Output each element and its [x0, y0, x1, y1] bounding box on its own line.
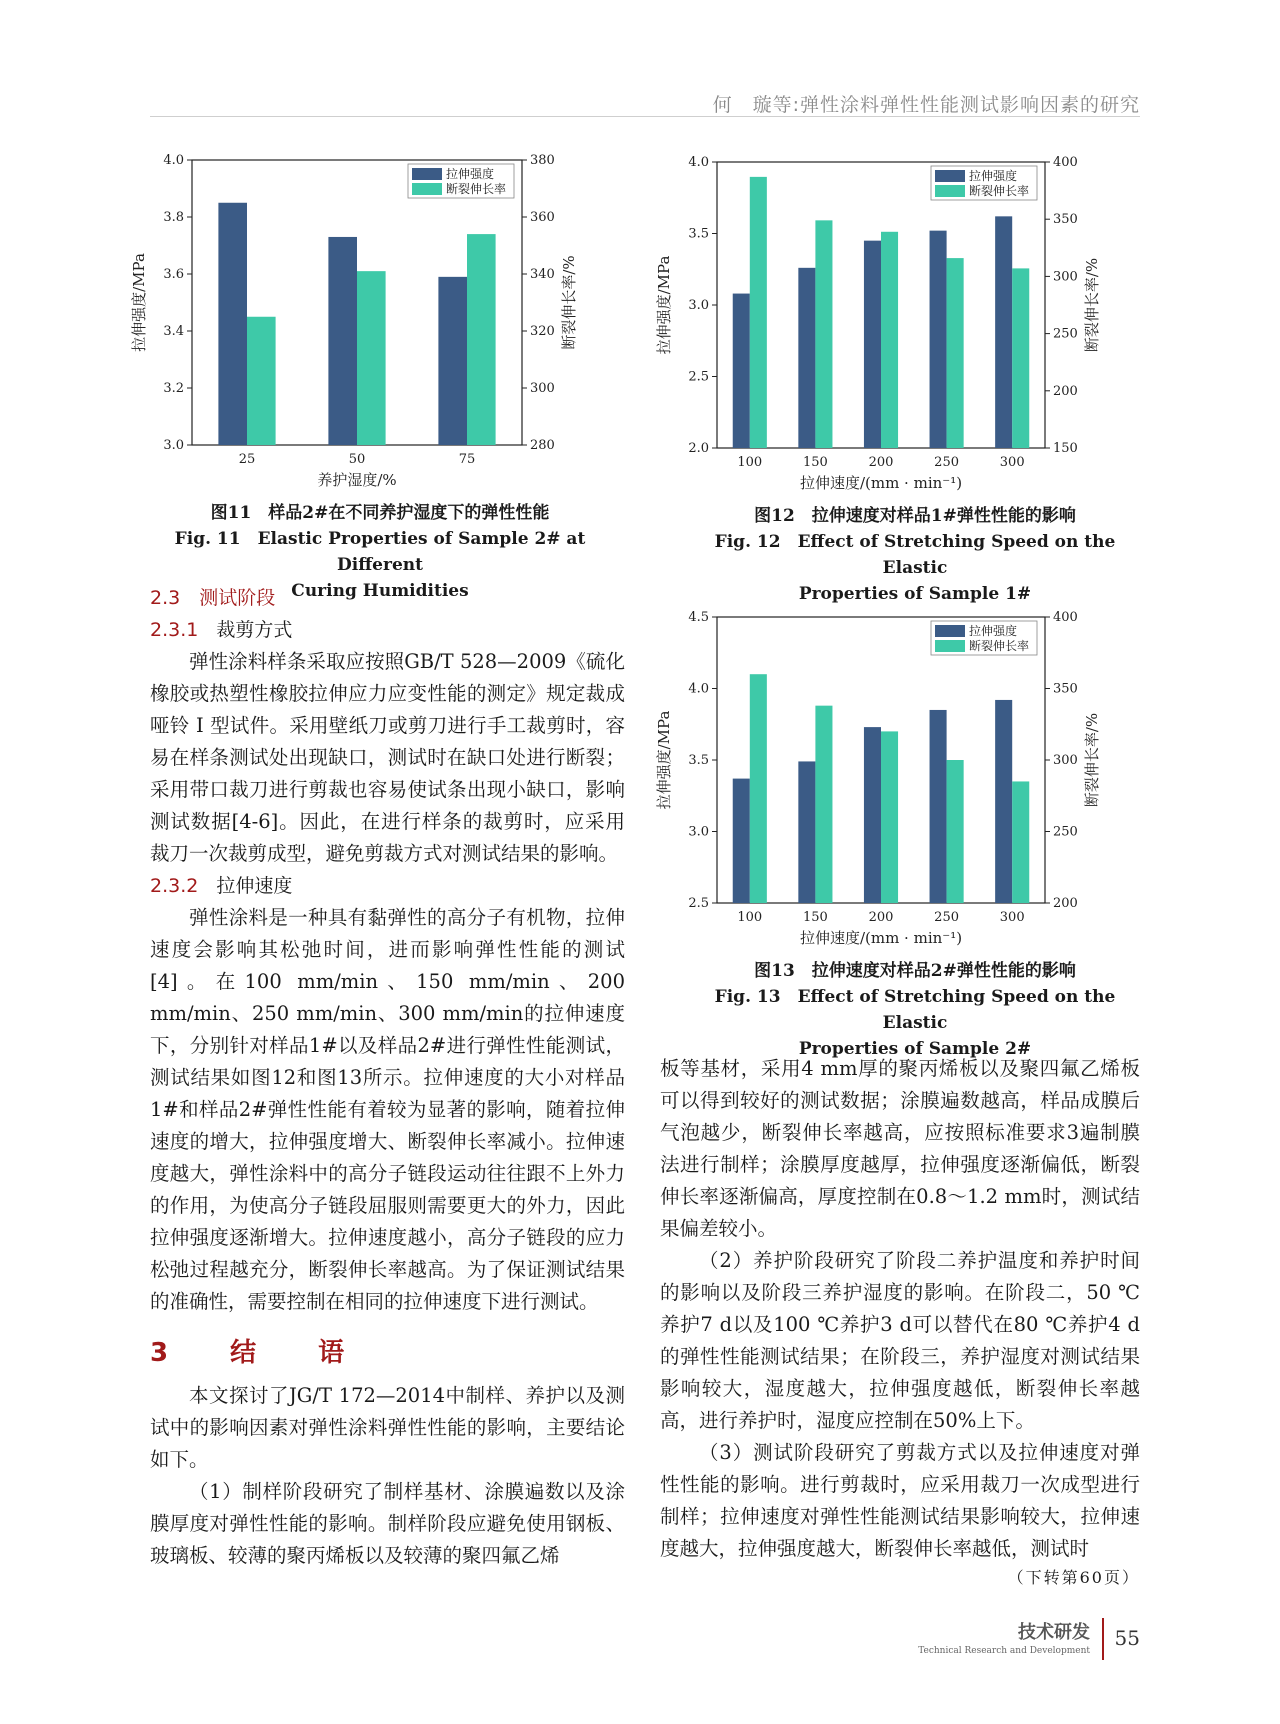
x-tick-label: 250	[934, 455, 960, 470]
figure-13-chart	[655, 605, 1145, 955]
y-tick-label: 3.0	[163, 438, 184, 453]
section-title: 拉伸速度	[216, 875, 293, 897]
x-tick-label: 250	[934, 910, 960, 925]
x-tick-label: 300	[999, 910, 1025, 925]
section-3-heading: 3 结 语	[150, 1338, 363, 1368]
legend-swatch	[935, 640, 965, 652]
figure-12-caption-en-2: Properties of Sample 1#	[798, 584, 1032, 604]
x-tick-label: 100	[737, 455, 763, 470]
bar-elongation	[750, 674, 767, 903]
y-axis-title: 拉伸强度/MPa	[130, 253, 148, 352]
y-tick-label: 2.5	[688, 896, 709, 911]
y2-tick-label: 350	[1053, 681, 1078, 697]
y2-axis-title: 断裂伸长率/%	[560, 255, 578, 350]
figure-12-caption	[680, 503, 1150, 607]
legend-label: 拉伸强度	[969, 169, 1018, 183]
paragraph: 弹性涂料样条采取应按照GB/T 528—2009《硫化橡胶或热塑性橡胶拉伸应力应变性能的测定》规定裁成哑铃 I 型试件。采用壁纸刀或剪刀进行手工裁剪时，容易在样条测试处出现缺口，测试时在缺口处进行断裂；采用带口裁刀进行剪裁也容易使试条出现小缺口，影响测试数据[4-6]。因此，在进行样条的裁剪时，应采用裁刀一次裁剪成型，避免剪裁方式对测试结果的影响。	[150, 650, 625, 865]
x-tick-label: 150	[802, 910, 828, 925]
figure-13	[655, 605, 1145, 955]
y2-tick-label: 200	[1053, 896, 1078, 911]
y2-tick-label: 340	[530, 267, 555, 282]
figure-11-chart	[120, 150, 640, 495]
figure-13-caption	[680, 958, 1150, 1062]
x-tick-label: 25	[238, 452, 256, 467]
y2-tick-label: 360	[530, 210, 555, 225]
y-tick-label: 3.0	[688, 298, 709, 313]
y-tick-label: 4.0	[163, 153, 184, 168]
bar-elongation	[881, 731, 898, 903]
legend-swatch	[412, 168, 442, 180]
bar-tensile-strength	[864, 727, 881, 903]
bar-tensile-strength	[438, 277, 467, 445]
paragraph: 本文探讨了JG/T 172—2014中制样、养护以及测试中的影响因素对弹性涂料弹性性能的影响，主要结论如下。	[150, 1384, 625, 1471]
bar-elongation	[467, 234, 496, 445]
bar-elongation	[357, 271, 386, 445]
paragraph: 板等基材，采用4 mm厚的聚丙烯板以及聚四氟乙烯板可以得到较好的测试数据；涂膜遍数越高，样品成膜后气泡越少，断裂伸长率越高，应按照标准要求3遍制膜法进行制样；涂膜厚度越厚，拉伸强度逐渐偏低，断裂伸长率逐渐偏高，厚度控制在0.8～1.2 mm时，测试结果偏差较小。	[660, 1057, 1140, 1240]
x-tick-label: 300	[999, 455, 1025, 470]
left-column	[150, 582, 625, 1572]
legend-swatch	[412, 183, 442, 195]
y2-tick-label: 250	[1053, 326, 1078, 342]
figure-12-caption-cn: 图12 拉伸速度对样品1#弹性性能的影响	[754, 506, 1076, 526]
y2-tick-label: 400	[1053, 155, 1078, 170]
y-axis-title: 拉伸强度/MPa	[655, 255, 673, 355]
x-tick-label: 150	[802, 455, 828, 470]
bar-tensile-strength	[733, 294, 750, 448]
section-2-3-1-heading	[150, 614, 625, 646]
paragraph: 弹性涂料是一种具有黏弹性的高分子有机物，拉伸速度会影响其松弛时间，进而影响弹性性能的测试[4]。在100 mm/min、150 mm/min、200 mm/min、250 mm/min、300 mm/min的拉伸速度下，分别针对样品1#以及样品2#进行弹性性能测试，测试结果如图12和图13所示。拉伸速度的大小对样品1#和样品2#弹性性能有着较为显著的影响，随着拉伸速度的增大，拉伸强度增大、断裂伸长率减小。拉伸速度越大，弹性涂料中的高分子链段运动往往跟不上外力的作用，为使高分子链段屈服则需要更大的外力，因此拉伸强度逐渐增大。拉伸速度越小，高分子链段的应力松弛过程越充分，断裂伸长率越高。为了保证测试结果的准确性，需要控制在相同的拉伸速度下进行测试。	[150, 906, 625, 1313]
y2-tick-label: 300	[1053, 269, 1078, 285]
legend-label: 断裂伸长率	[969, 639, 1030, 653]
bar-elongation	[247, 317, 276, 445]
y-tick-label: 3.5	[688, 226, 709, 242]
figure-11-caption-cn: 图11 样品2#在不同养护湿度下的弹性性能	[210, 503, 550, 523]
y-tick-label: 4.0	[688, 155, 709, 170]
footer-section-en: Technical Research and Development	[918, 1646, 1090, 1656]
figure-11	[120, 150, 640, 495]
figure-12	[655, 150, 1145, 500]
y-tick-label: 2.0	[688, 441, 709, 456]
figure-11-caption-en: Fig. 11 Elastic Properties of Sample 2# at Different	[174, 529, 586, 575]
x-axis-title: 养护湿度/%	[317, 471, 397, 489]
legend-label: 拉伸强度	[446, 167, 495, 181]
x-tick-label: 75	[458, 452, 476, 467]
x-tick-label: 100	[737, 910, 763, 925]
bar-tensile-strength	[995, 216, 1012, 448]
bar-tensile-strength	[218, 203, 247, 445]
x-axis-title: 拉伸速度/(mm · min⁻¹)	[799, 474, 963, 492]
right-column	[660, 1053, 1140, 1565]
paragraph: （2）养护阶段研究了阶段二养护温度和养护时间的影响以及阶段三养护湿度的影响。在阶段二，50 ℃养护7 d以及100 ℃养护3 d可以替代在80 ℃养护4 d的弹性性能测试结果；在阶段三，养护湿度对测试结果影响较大，湿度越大，拉伸强度越低，断裂伸长率越高，进行养护时，湿度应控制在50%上下。	[660, 1249, 1140, 1432]
y2-tick-label: 300	[1053, 753, 1078, 768]
x-tick-label: 50	[348, 452, 366, 467]
y2-tick-label: 400	[1053, 610, 1078, 625]
y-tick-label: 3.4	[163, 324, 184, 339]
section-number: 2.3.1	[150, 619, 199, 641]
y-tick-label: 4.5	[688, 610, 709, 625]
y2-tick-label: 250	[1053, 824, 1078, 840]
footer-divider	[1102, 1618, 1104, 1660]
figure-13-caption-en: Fig. 13 Effect of Stretching Speed on the Elastic	[714, 987, 1116, 1033]
section-title: 裁剪方式	[216, 619, 293, 641]
bar-tensile-strength	[733, 779, 750, 903]
bar-elongation	[947, 258, 964, 448]
y-tick-label: 3.0	[688, 824, 709, 840]
legend-swatch	[935, 625, 965, 637]
bar-elongation	[815, 706, 832, 903]
y2-tick-label: 150	[1053, 441, 1078, 456]
x-tick-label: 200	[868, 910, 894, 925]
bar-elongation	[1012, 781, 1029, 903]
y-tick-label: 3.8	[163, 210, 184, 225]
section-2-3-heading: 2.3 测试阶段	[150, 587, 276, 609]
bar-tensile-strength	[930, 231, 947, 448]
paragraph: （3）测试阶段研究了剪裁方式以及拉伸速度对弹性性能的影响。进行剪裁时，应采用裁刀一次成型进行制样；拉伸速度对弹性性能测试结果影响较大，拉伸速度越大，拉伸强度越大，断裂伸长率越低，测试时	[660, 1441, 1140, 1560]
continued-note: （下转第60页）	[1007, 1568, 1140, 1587]
y2-axis-title: 断裂伸长率/%	[1083, 712, 1101, 808]
bar-tensile-strength	[995, 700, 1012, 903]
legend-label: 断裂伸长率	[446, 182, 507, 196]
y-axis-title: 拉伸强度/MPa	[655, 710, 673, 810]
y2-tick-label: 380	[530, 153, 555, 168]
header-divider	[150, 116, 1140, 117]
bar-tensile-strength	[798, 268, 815, 448]
y2-axis-title: 断裂伸长率/%	[1083, 257, 1101, 353]
y-tick-label: 3.5	[688, 753, 709, 768]
figure-13-caption-en-2: Properties of Sample 2#	[798, 1039, 1032, 1059]
figure-12-chart	[655, 150, 1145, 500]
figure-11-caption-en-2: Curing Humidities	[291, 581, 469, 601]
bar-tensile-strength	[328, 237, 357, 445]
y-tick-label: 3.6	[163, 267, 184, 282]
y2-tick-label: 350	[1053, 212, 1078, 228]
legend-label: 拉伸强度	[969, 624, 1018, 638]
running-header: 何 璇等:弹性涂料弹性性能测试影响因素的研究	[712, 94, 1140, 116]
bar-elongation	[947, 760, 964, 903]
legend-swatch	[935, 185, 965, 197]
figure-12-caption-en: Fig. 12 Effect of Stretching Speed on the Elastic	[714, 532, 1116, 578]
x-tick-label: 200	[868, 455, 894, 470]
y-tick-label: 2.5	[688, 369, 709, 385]
y2-tick-label: 280	[530, 438, 555, 453]
figure-13-caption-cn: 图13 拉伸速度对样品2#弹性性能的影响	[754, 961, 1076, 981]
section-2-3-2-heading	[150, 870, 625, 902]
y-tick-label: 4.0	[688, 681, 709, 697]
bar-tensile-strength	[864, 241, 881, 448]
y-tick-label: 3.2	[163, 381, 184, 396]
bar-tensile-strength	[930, 710, 947, 903]
y2-tick-label: 320	[530, 324, 555, 339]
footer-section-cn: 技术研发	[1018, 1622, 1090, 1643]
section-number: 2.3.2	[150, 875, 199, 897]
y2-tick-label: 200	[1053, 383, 1078, 399]
page-number: 55	[1114, 1626, 1140, 1650]
paragraph: （1）制样阶段研究了制样基材、涂膜遍数以及涂膜厚度对弹性性能的影响。制样阶段应避免使用钢板、玻璃板、较薄的聚丙烯板以及较薄的聚四氟乙烯	[150, 1480, 625, 1567]
bar-elongation	[815, 220, 832, 448]
legend-label: 断裂伸长率	[969, 184, 1030, 198]
bar-tensile-strength	[798, 761, 815, 903]
bar-elongation	[750, 177, 767, 448]
page-footer	[880, 1618, 1140, 1668]
bar-elongation	[881, 232, 898, 448]
legend-swatch	[935, 170, 965, 182]
bar-elongation	[1012, 268, 1029, 448]
y2-tick-label: 300	[530, 381, 555, 396]
x-axis-title: 拉伸速度/(mm · min⁻¹)	[799, 929, 963, 947]
